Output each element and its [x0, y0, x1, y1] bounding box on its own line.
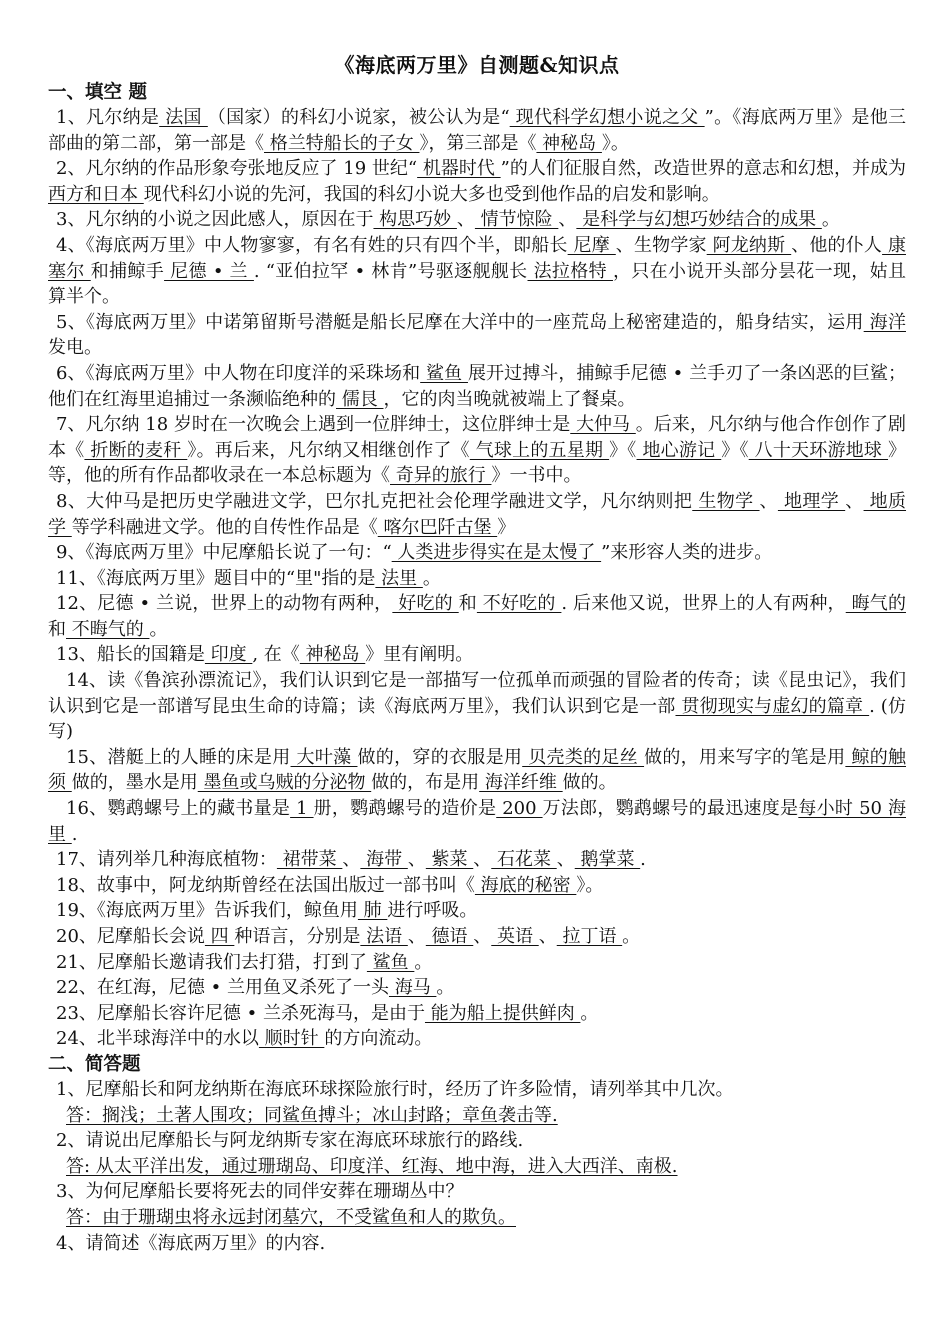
question-text: 》。 [576, 874, 604, 896]
answer-blank: 神秘岛 [536, 132, 602, 154]
answer-blank: 尼德 • 兰 [164, 260, 254, 282]
answer-blank: 大叶藻 [290, 746, 358, 768]
question-text: . [640, 849, 646, 871]
question-text: 、他的仆人 [791, 234, 883, 256]
answer-blank: 情节惊险 [474, 209, 559, 231]
answer-blank: 人类进步得实在是太慢了 [391, 542, 602, 564]
fill-question-q8 [48, 489, 906, 540]
answer-blank: 四 [204, 926, 235, 947]
answer-blank: 法拉格特 [527, 260, 613, 282]
fill-question-q16 [48, 796, 906, 847]
question-text: 4、《海底两万里》中人物寥寥，有名有姓的只有四个半，即船长 [56, 234, 568, 256]
answer-blank: 构思巧妙 [373, 209, 457, 231]
question-text: 。 [422, 567, 441, 589]
answer-blank: 顺时针 [258, 1028, 325, 1050]
answer-blank: 法里 [375, 567, 423, 589]
question-text: 14、读《鲁滨孙漂流记》，我们认识到它是一部描写一位孤单而顽强的冒险者的传奇；读《昆虫记》，我们认识到它是一部谱写昆虫生命的诗篇；读《海底两万里》，我们认识到它是一部 [48, 670, 906, 717]
answer-blank: 肺 [357, 900, 388, 922]
question-text: 8、大仲马是把历史学融进文学，巴尔扎克把社会伦理学融进文学，凡尔纳则把 [56, 490, 693, 512]
answer-blank: 西方和日本 [48, 183, 144, 205]
fill-question-q9 [48, 540, 906, 566]
section-short-answer-heading: 二、简答题 [48, 1053, 141, 1075]
question-text: ”。《海底两万里》是他三部曲的第二部，第一部是《 [48, 107, 907, 154]
answer-blank: 墨鱼或乌贼的分泌物 [197, 772, 372, 794]
fill-question-q19 [48, 898, 906, 924]
answer-blank: 鹅掌菜 [574, 849, 641, 871]
answer-blank: 儒艮 [336, 388, 384, 410]
question-text: 做的，布是用 [371, 772, 480, 794]
answer-blank: 地质学 [48, 490, 907, 538]
question-text: . [71, 823, 78, 845]
question-text: 等学科融进文学。他的自传性作品是《 [71, 516, 378, 538]
question-text: ”来形容人类的进步。 [601, 542, 773, 564]
question-text: 9、《海底两万里》中尼摩船长说了一句：“ [56, 542, 392, 564]
answer-blank: 晦气的 [845, 593, 906, 615]
answer-blank: 海带 [360, 849, 408, 871]
answer-blank: 是科学与幻想巧妙结合的成果 [576, 209, 822, 231]
question-text: 册，鹦鹉螺号的造价是 [313, 798, 497, 820]
question-text: 6、《海底两万里》中人物在印度洋的采珠场和 [56, 362, 421, 384]
question-text: ”的人们征服自然，改造世界的意志和幻想，并成为 [500, 158, 906, 180]
short-answer-s3: 答：由于珊瑚虫将永远封闭墓穴，不受鲨鱼和人的欺负。 [66, 1206, 516, 1228]
answer-blank: 格兰特船长的子女 [264, 132, 420, 154]
question-text: . 后来他又说，世界上的人有两种， [561, 593, 846, 615]
answer-blank: 现代科学幻想小说之父 [509, 107, 705, 128]
question-text: 》里有阐明。 [365, 644, 474, 666]
fill-question-q11 [48, 566, 906, 592]
document-title: 《海底两万里》自测题&知识点 [334, 53, 620, 77]
fill-question-q24 [48, 1026, 906, 1052]
answer-blank: 阿龙纳斯 [706, 234, 792, 256]
question-text: 18、故事中，阿龙纳斯曾经在法国出版过一部书叫《 [56, 874, 475, 896]
question-text: 7、凡尔纳 18 岁时在一次晚会上遇到一位胖绅士，这位胖绅士是 [56, 414, 571, 436]
question-text: 。 [414, 951, 433, 973]
answer-blank: 奇异的旅行 [390, 465, 492, 487]
answer-blank: 能为船上提供鲜肉 [424, 1002, 581, 1024]
question-text: 、 [845, 490, 864, 512]
question-text: 、 [558, 209, 577, 231]
question-text: 15、潜艇上的人睡的床是用 [66, 746, 291, 768]
short-answer-s2: 答: 从太平洋出发，通过珊瑚岛、印度洋、红海、地中海，进入大西洋、南极. [66, 1155, 678, 1177]
question-text: 》，第三部是《 [419, 132, 537, 154]
question-text: 。 [622, 926, 641, 947]
answer-blank: 海洋纤维 [479, 772, 563, 794]
question-text: 现代科幻小说的先河，我国的科幻小说大多也受到他作品的启发和影响。 [143, 183, 720, 205]
question-text: 》。 [601, 132, 629, 154]
answer-blank: 神秘岛 [299, 644, 366, 666]
question-text: 、 [538, 926, 557, 947]
fill-question-q15 [48, 745, 906, 796]
answer-blank: 不晦气的 [66, 618, 150, 640]
answer-blank: 裙带菜 [276, 849, 343, 871]
fill-question-q13 [48, 642, 906, 668]
question-text: 、生物学家 [615, 234, 707, 256]
short-answer-s1: 答：搁浅；土著人围攻；同鲨鱼搏斗；冰山封路；章鱼袭击等. [66, 1104, 558, 1126]
answer-blank: 海洋 [863, 311, 906, 333]
fill-question-q7 [48, 412, 906, 489]
question-text: 做的，墨水是用 [71, 772, 198, 794]
question-text: 22、在红海，尼德 • 兰用鱼叉杀死了一头 [56, 977, 389, 999]
question-text: 》一书中。 [491, 465, 582, 487]
question-text: 5、《海底两万里》中诺第留斯号潜艇是船长尼摩在大洋中的一座荒岛上秘密建造的，船身结实，运用 [56, 311, 864, 333]
question-text: 进行呼吸。 [387, 900, 478, 922]
answer-blank: 康塞尔 [48, 234, 906, 282]
fill-question-q6 [48, 361, 906, 412]
answer-blank: 气球上的五星期 [469, 439, 610, 461]
question-text: ，只在小说开头部分昙花一现，姑且算半个。 [48, 260, 906, 308]
answer-blank: 生物学 [692, 490, 760, 512]
question-text: ，它的肉当晚就被端上了餐桌。 [383, 388, 636, 410]
question-text: 20、尼摩船长会说 [56, 926, 205, 947]
answer-blank: 贝壳类的足丝 [522, 746, 645, 768]
answer-blank: 石花菜 [491, 849, 557, 871]
question-text: 、 [342, 849, 361, 871]
short-question-s1: 1、尼摩船长和阿龙纳斯在海底环球探险旅行时，经历了许多险情，请列举其中几次。 [56, 1078, 734, 1100]
question-text: 。 [821, 209, 840, 231]
short-question-s2: 2、请说出尼摩船长与阿龙纳斯专家在海底环球旅行的路线. [56, 1130, 524, 1152]
answer-blank: 英语 [491, 926, 539, 947]
answer-blank: 大仲马 [570, 414, 636, 436]
question-text: . “亚伯拉罕 • 林肯”号驱逐舰舰长 [253, 260, 528, 282]
fill-question-q20 [48, 924, 906, 950]
question-text: （国家）的科幻小说家，被公认为是“ [207, 107, 510, 128]
question-text: . (仿写) [48, 695, 906, 743]
fill-question-q14 [48, 668, 906, 745]
question-text: 做的。 [562, 772, 617, 794]
answer-blank: 德语 [425, 926, 474, 947]
question-text: 做的，用来写字的笔是用 [644, 746, 846, 768]
question-text: 、 [407, 926, 426, 947]
question-text: 16、鹦鹉螺号上的藏书量是 [66, 798, 291, 820]
fill-question-q21 [48, 950, 906, 976]
question-text: 、 [473, 849, 492, 871]
question-text: 。 [580, 1002, 599, 1024]
question-text: 、 [759, 490, 778, 512]
question-text: 、 [556, 849, 575, 871]
answer-blank: 地心游记 [636, 439, 722, 461]
section-fill-in-heading: 一、填空 题 [48, 82, 147, 103]
answer-blank: 1 [290, 798, 314, 820]
question-text: 万法郎，鹦鹉螺号的最迅速度是 [542, 798, 799, 820]
short-question-s3: 3、为何尼摩船长要将死去的同伴安葬在珊瑚丛中？ [56, 1181, 464, 1203]
question-text: 发电。 [48, 337, 102, 359]
question-text: 、 [456, 209, 475, 231]
answer-blank: 尼摩 [567, 234, 616, 256]
answer-blank: 贯彻现实与虚幻的篇章 [675, 695, 870, 717]
answer-blank: 海底的秘密 [474, 874, 577, 896]
fill-question-q18 [48, 873, 906, 899]
question-text: 做的，穿的衣服是用 [357, 746, 523, 768]
question-text: 、 [407, 849, 426, 871]
question-text: 。 [149, 618, 168, 640]
fill-question-q17 [48, 847, 906, 873]
fill-question-q22 [48, 975, 906, 1001]
question-text: 1、凡尔纳是 [56, 107, 160, 128]
question-text: 和捕鲸手 [90, 260, 165, 282]
question-text: 和 [48, 618, 66, 640]
answer-blank: 法国 [159, 107, 208, 128]
question-text: 》《 [609, 439, 637, 461]
question-text: 。后来，凡尔纳与他合作创作了剧本《 [48, 414, 906, 461]
question-text: 12、尼德 • 兰说，世界上的动物有两种， [56, 593, 393, 615]
question-text: 24、北半球海洋中的水以 [56, 1028, 259, 1050]
short-question-s4: 4、请简述《海底两万里》的内容. [56, 1232, 326, 1254]
answer-blank: 地理学 [777, 490, 846, 512]
question-text: 3、凡尔纳的小说之因此感人，原因在于 [56, 209, 374, 231]
short-answer-list [48, 1077, 906, 1256]
fill-question-q1 [48, 105, 906, 156]
fill-in-question-list [48, 105, 906, 1052]
fill-question-q4 [48, 233, 906, 310]
question-text: 23、尼摩船长容许尼德 • 兰杀死海马，是由于 [56, 1002, 425, 1024]
question-text: 》等，他的所有作品都收录在一本总标题为《 [48, 439, 907, 487]
answer-blank: 鲨鱼 [420, 362, 468, 384]
answer-blank: 紫菜 [425, 849, 474, 871]
question-text: 》 [497, 516, 516, 538]
fill-question-q5 [48, 310, 906, 361]
answer-blank: 鲨鱼 [366, 951, 415, 973]
question-text: 和 [458, 593, 477, 615]
question-text: 》《 [721, 439, 749, 461]
question-text: 17、请列举几种海底植物： [56, 849, 277, 871]
fill-question-q3 [48, 207, 906, 233]
fill-question-q23 [48, 1001, 906, 1027]
question-text: 、 [473, 926, 492, 947]
question-text: 2、凡尔纳的作品形象夸张地反应了 19 世纪“ [56, 158, 418, 180]
question-text: , 在《 [252, 644, 300, 666]
question-text: 》。再后来，凡尔纳又相继创作了《 [187, 439, 470, 461]
answer-blank: 印度 [204, 644, 253, 666]
question-text: 的方向流动。 [324, 1028, 433, 1050]
question-text: 。 [436, 977, 455, 999]
question-text: 11、《海底两万里》题目中的“里"指的是 [56, 567, 376, 589]
question-text: 19、《海底两万里》告诉我们，鲸鱼用 [56, 900, 358, 922]
question-text: 13、船长的国籍是 [56, 644, 205, 666]
fill-question-q12 [48, 591, 906, 642]
question-text: 21、尼摩船长邀请我们去打猎，打到了 [56, 951, 367, 973]
answer-blank: 法语 [360, 926, 408, 947]
answer-blank: 鲸的触须 [48, 746, 906, 794]
answer-blank: 好吃的 [392, 593, 459, 615]
fill-question-q2 [48, 156, 906, 207]
answer-blank: 喀尔巴阡古堡 [377, 516, 498, 538]
answer-blank: 机器时代 [417, 158, 501, 180]
answer-blank: 200 [496, 798, 543, 820]
answer-blank: 海马 [388, 977, 437, 999]
question-text: 展开过搏斗，捕鲸手尼德 • 兰手刃了一条凶恶的巨鲨；他们在红海里追捕过一条濒临绝种的 [48, 362, 907, 410]
answer-blank: 八十天环游地球 [748, 439, 889, 461]
answer-blank: 拉丁语 [556, 926, 623, 947]
answer-blank: 每小时 50 海里 [48, 798, 906, 845]
question-text: 种语言，分别是 [234, 926, 361, 947]
answer-blank: 不好吃的 [476, 593, 562, 615]
answer-blank: 折断的麦秆 [84, 439, 188, 461]
